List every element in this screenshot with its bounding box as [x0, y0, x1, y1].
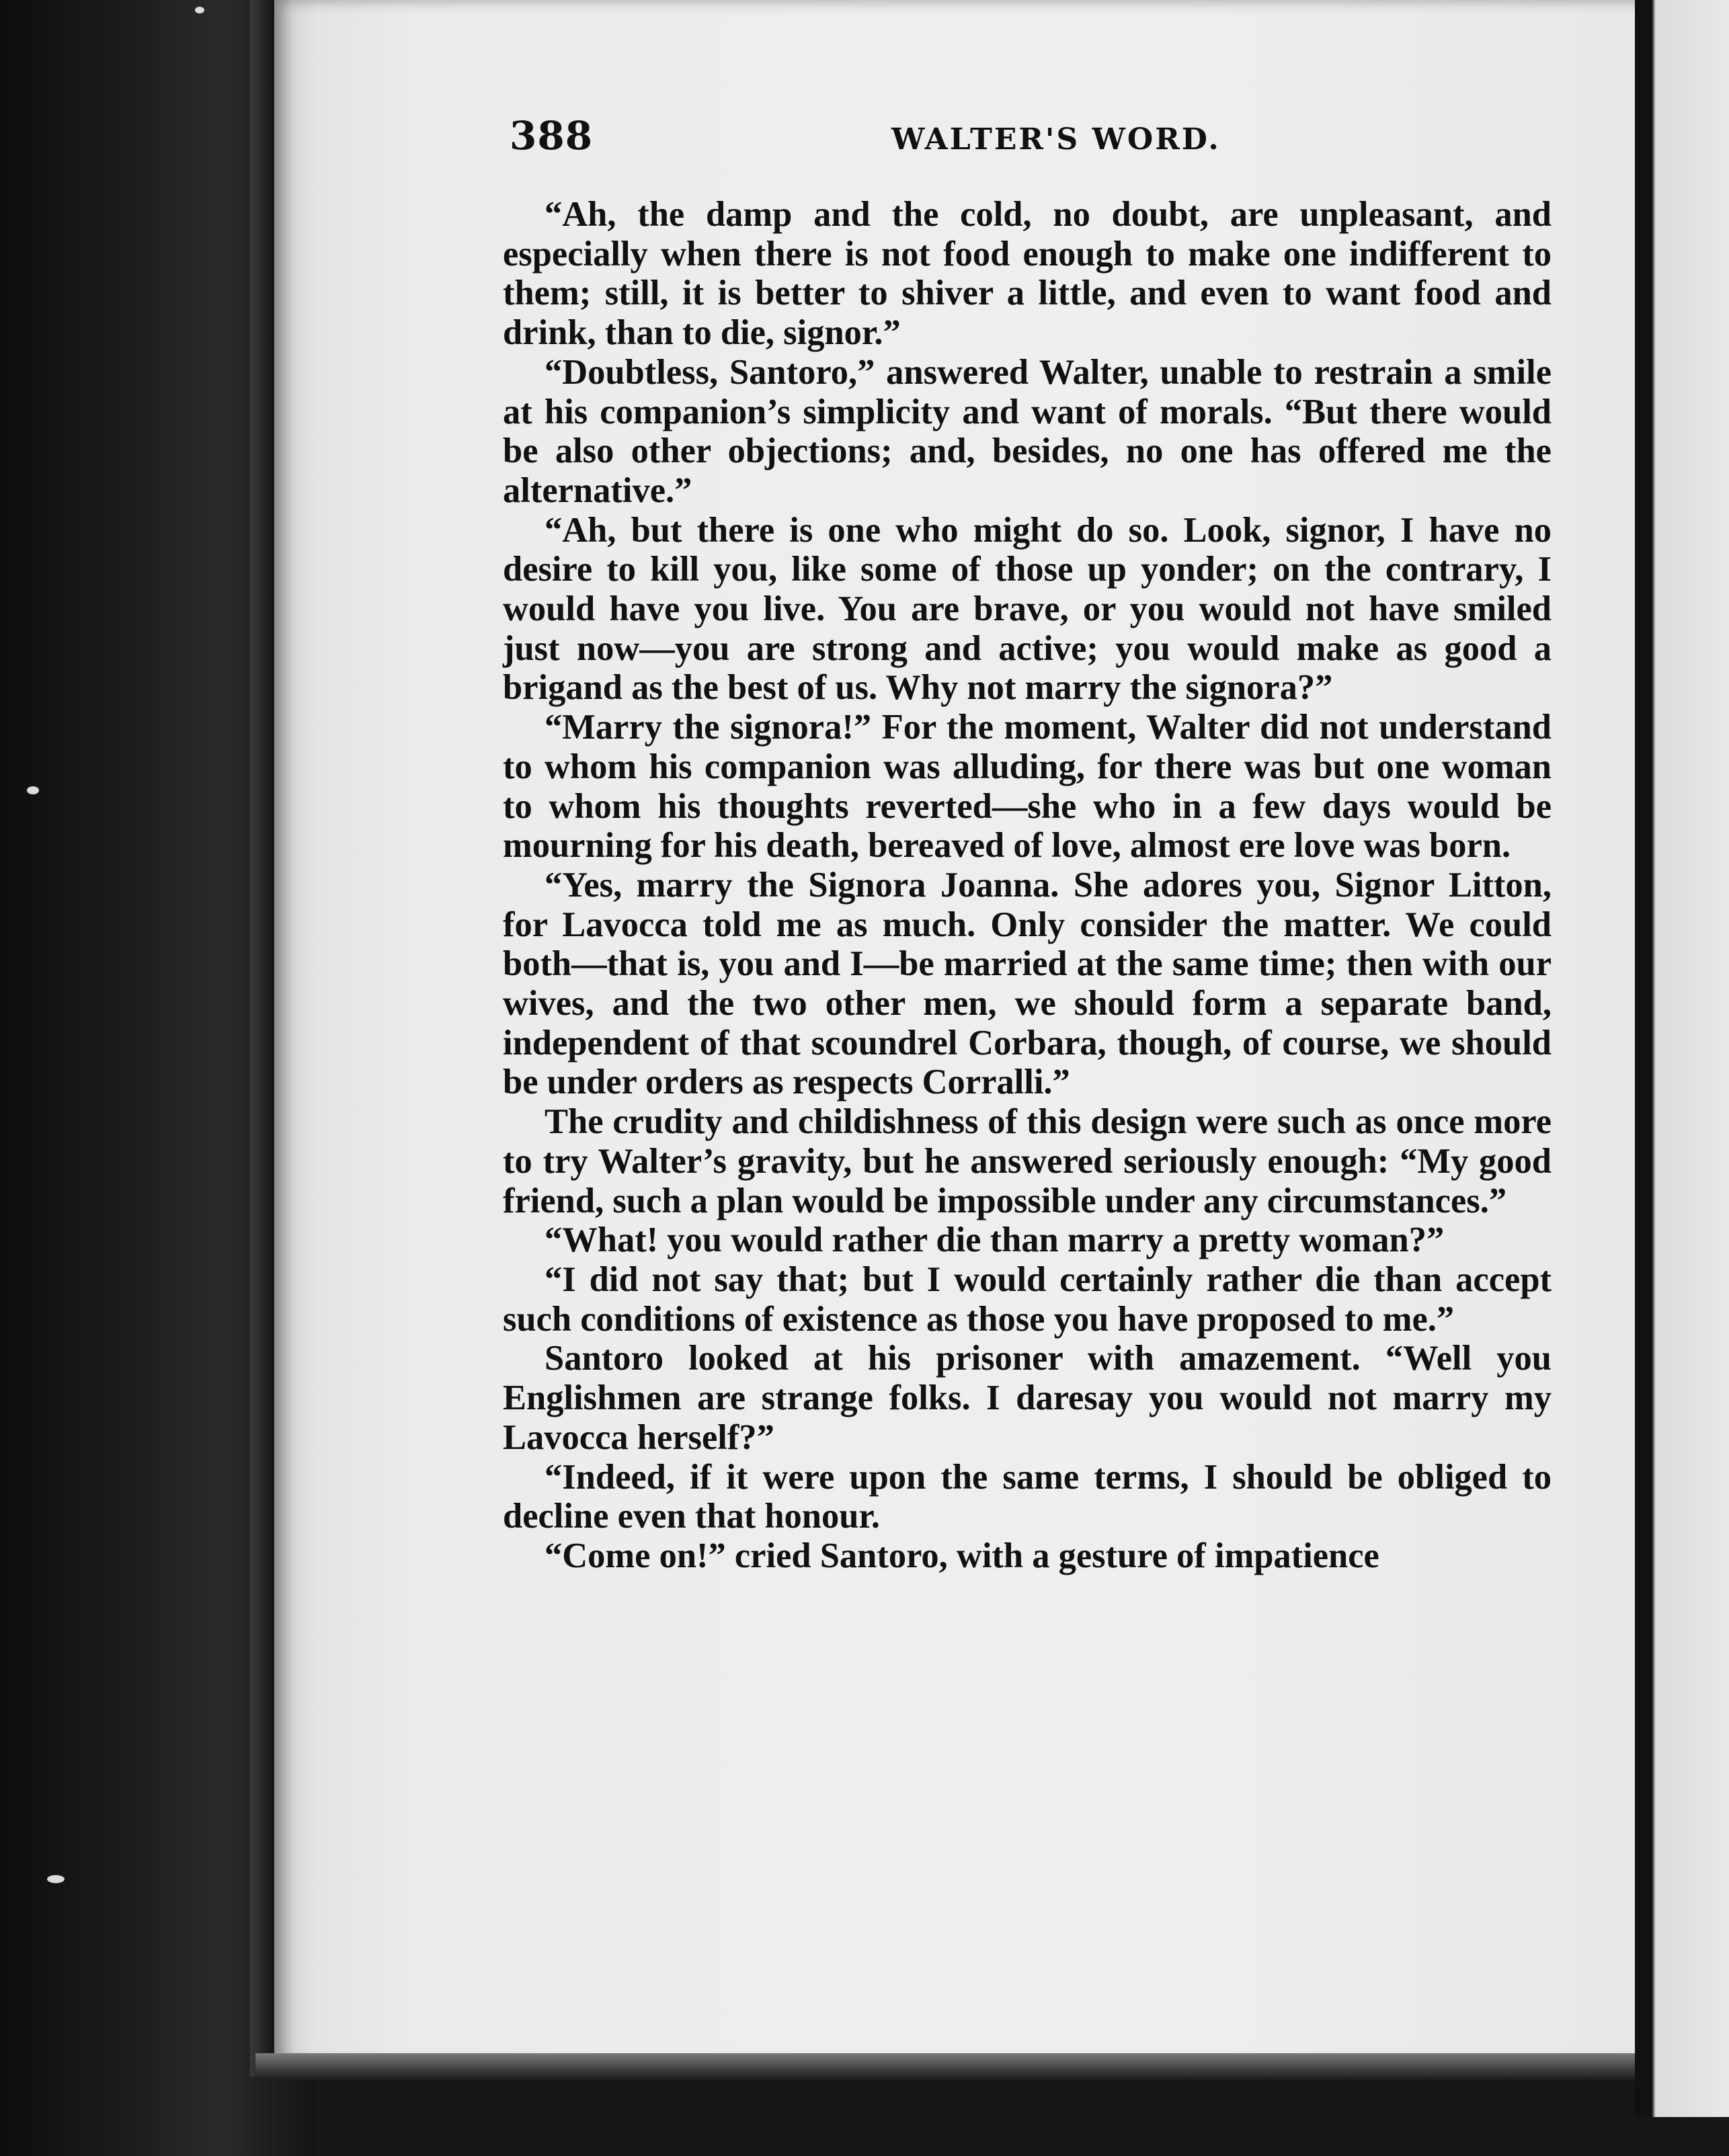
- paragraph: “Indeed, if it were upon the same terms, I should be obliged to decline even that honour.: [503, 1457, 1552, 1536]
- paragraph: “Ah, the damp and the cold, no doubt, are unpleasant, and especially when there is not food enough to make one indifferent to them; still, it is better to shiver a little, and even to want food and drink, than to die, signor.”: [503, 195, 1552, 353]
- paragraph: “Yes, marry the Signora Joanna. She adores you, Signor Litton, for Lavocca told me as much. Only consider the matter. We could both—that is, you and I—be married at the same time; then with our wives, and the two other men, we should form a separate band, independent of that scoundrel Corbara, though, of course, we should be under orders as respects Corralli.”: [503, 865, 1552, 1102]
- paragraph: “What! you would rather die than marry a pretty woman?”: [545, 1220, 1445, 1260]
- paragraph: The crudity and childishness of this design were such as once more to try Walter’s gravity, but he answered seriously enough: “My good friend, such a plan would be impossible under any circumstances.”: [503, 1102, 1552, 1220]
- paragraph: “Doubtless, Santoro,” answered Walter, unable to restrain a smile at his companion’s simplicity and want of morals. “But there would be also other objections; and, besides, no one has offered me the alternative.”: [503, 352, 1552, 510]
- scan-speck: [47, 1875, 65, 1883]
- page-number: 388: [510, 113, 594, 159]
- paragraph: “Marry the signora!” For the moment, Walter did not understand to whom his companion was alluding, for there was but one woman to whom his thoughts reverted—she who in a few days would be mourning for his death, bereaved of love, almost ere love was born.: [503, 708, 1552, 866]
- scan-speck: [195, 7, 204, 13]
- paragraph: “Ah, but there is one who might do so. Look, signor, I have no desire to kill you, like some of those up yonder; on the contrary, I would have you live. You are brave, or you would not have smiled just now—you are strong and active; you would make as good a brigand as the best of us. Why not marry the signora?”: [503, 510, 1552, 708]
- scan-speck: [27, 786, 39, 794]
- next-page-edge: [1635, 0, 1729, 2117]
- paragraph: “I did not say that; but I would certainly rather die than accept such conditions of existence as those you have proposed to me.”: [503, 1259, 1552, 1339]
- page-bottom-edge: [255, 2053, 1681, 2080]
- running-head: WALTER'S WORD.: [891, 122, 1221, 157]
- paragraph: “Come on!” cried Santoro, with a gesture of impatience: [545, 1536, 1379, 1575]
- paragraph: Santoro looked at his prisoner with amazement. “Well you Englishmen are strange folks. I daresay you would not marry my Lavocca herself?”: [503, 1339, 1552, 1457]
- spine-edge: [250, 0, 277, 2077]
- body-text: [503, 195, 1552, 1576]
- page-header: [510, 113, 1565, 173]
